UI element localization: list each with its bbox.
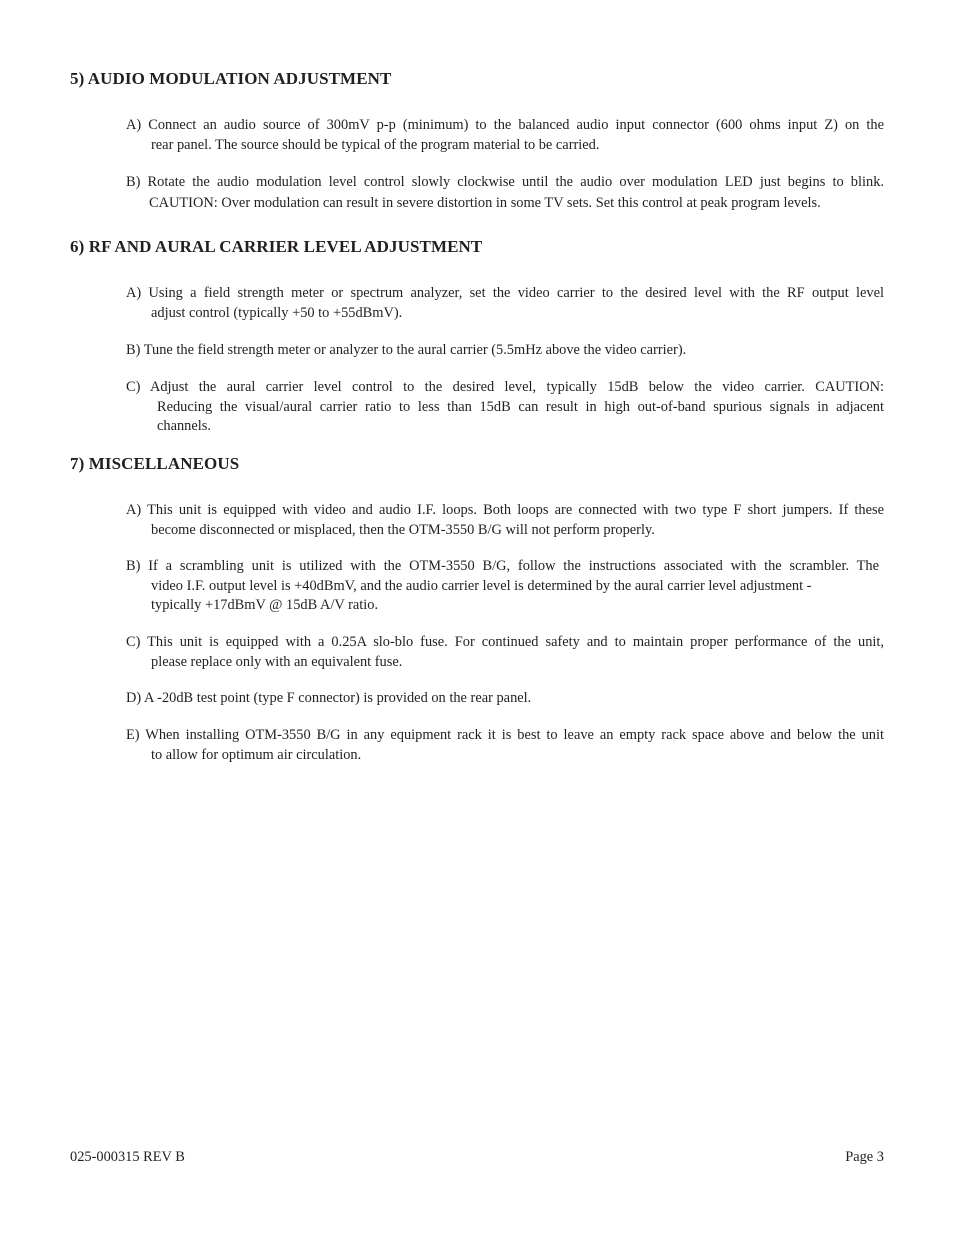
- item-text-line: C) Adjust the aural carrier level control to the desired level, typically 15dB below the video carrier. CAUTION:: [126, 379, 884, 395]
- item-text-line: A) This unit is equipped with video and audio I.F. loops. Both loops are connected with two type F short jumpers. If these: [126, 502, 884, 518]
- item-text-line: rear panel. The source should be typical of the program material to be carried.: [151, 136, 600, 153]
- footer-page-number: Page 3: [845, 1149, 884, 1165]
- list-item-rf-a: [126, 284, 884, 323]
- item-text-line: Reducing the visual/aural carrier ratio to less than 15dB can result in high out-of-band spurious signals in adjacent: [157, 398, 884, 415]
- list-item-audio-b: [126, 173, 884, 213]
- item-text-line: to allow for optimum air circulation.: [151, 746, 362, 763]
- list-item-rf-c: [126, 378, 884, 437]
- item-text-line: C) This unit is equipped with a 0.25A slo-blo fuse. For continued safety and to maintain proper performance of the unit,: [126, 634, 884, 650]
- list-item-misc-e: [126, 726, 884, 765]
- item-text-line: channels.: [157, 418, 211, 434]
- list-item-rf-b: [126, 341, 884, 361]
- item-text-line: please replace only with an equivalent fuse.: [151, 653, 403, 670]
- footer-doc-number: 025-000315 REV B: [70, 1149, 185, 1165]
- item-text-line: CAUTION: Over modulation can result in severe distortion in some TV sets. Set this control at peak program levels.: [149, 194, 821, 211]
- list-item-misc-d: [126, 689, 884, 709]
- item-text-line: typically +17dBmV @ 15dB A/V ratio.: [151, 597, 379, 613]
- list-item-misc-b: [126, 557, 884, 616]
- item-text-line: B) Rotate the audio modulation level control slowly clockwise until the audio over modulation LED just begins to blink.: [126, 174, 884, 190]
- item-text-line: become disconnected or misplaced, then the OTM-3550 B/G will not perform properly.: [151, 521, 655, 538]
- item-text-line: adjust control (typically +50 to +55dBmV).: [151, 304, 403, 321]
- section-heading-miscellaneous: 7) MISCELLANEOUS: [70, 454, 240, 473]
- item-text-line: A) Using a field strength meter or spectrum analyzer, set the video carrier to the desired level with the RF output level: [126, 285, 884, 301]
- item-text-line: B) If a scrambling unit is utilized with the OTM-3550 B/G, follow the instructions associated with the scrambler. The: [126, 558, 879, 574]
- list-item-misc-c: [126, 633, 884, 672]
- item-text-line: video I.F. output level is +40dBmV, and the audio carrier level is determined by the aural carrier level adjustment -: [151, 577, 812, 594]
- item-text-line: B) Tune the field strength meter or analyzer to the aural carrier (5.5mHz above the video carrier).: [126, 342, 687, 358]
- section-heading-rf-aural: 6) RF AND AURAL CARRIER LEVEL ADJUSTMENT: [70, 237, 483, 256]
- item-text-line: A) Connect an audio source of 300mV p-p (minimum) to the balanced audio input connector (600 ohms input Z) on the: [126, 117, 884, 133]
- item-text-line: D) A -20dB test point (type F connector) is provided on the rear panel.: [126, 690, 532, 706]
- list-item-audio-a: [126, 116, 884, 155]
- section-heading-audio-modulation: 5) AUDIO MODULATION ADJUSTMENT: [70, 69, 392, 88]
- item-text-line: E) When installing OTM-3550 B/G in any equipment rack it is best to leave an empty rack space above and below the unit: [126, 727, 884, 743]
- list-item-misc-a: [126, 501, 884, 540]
